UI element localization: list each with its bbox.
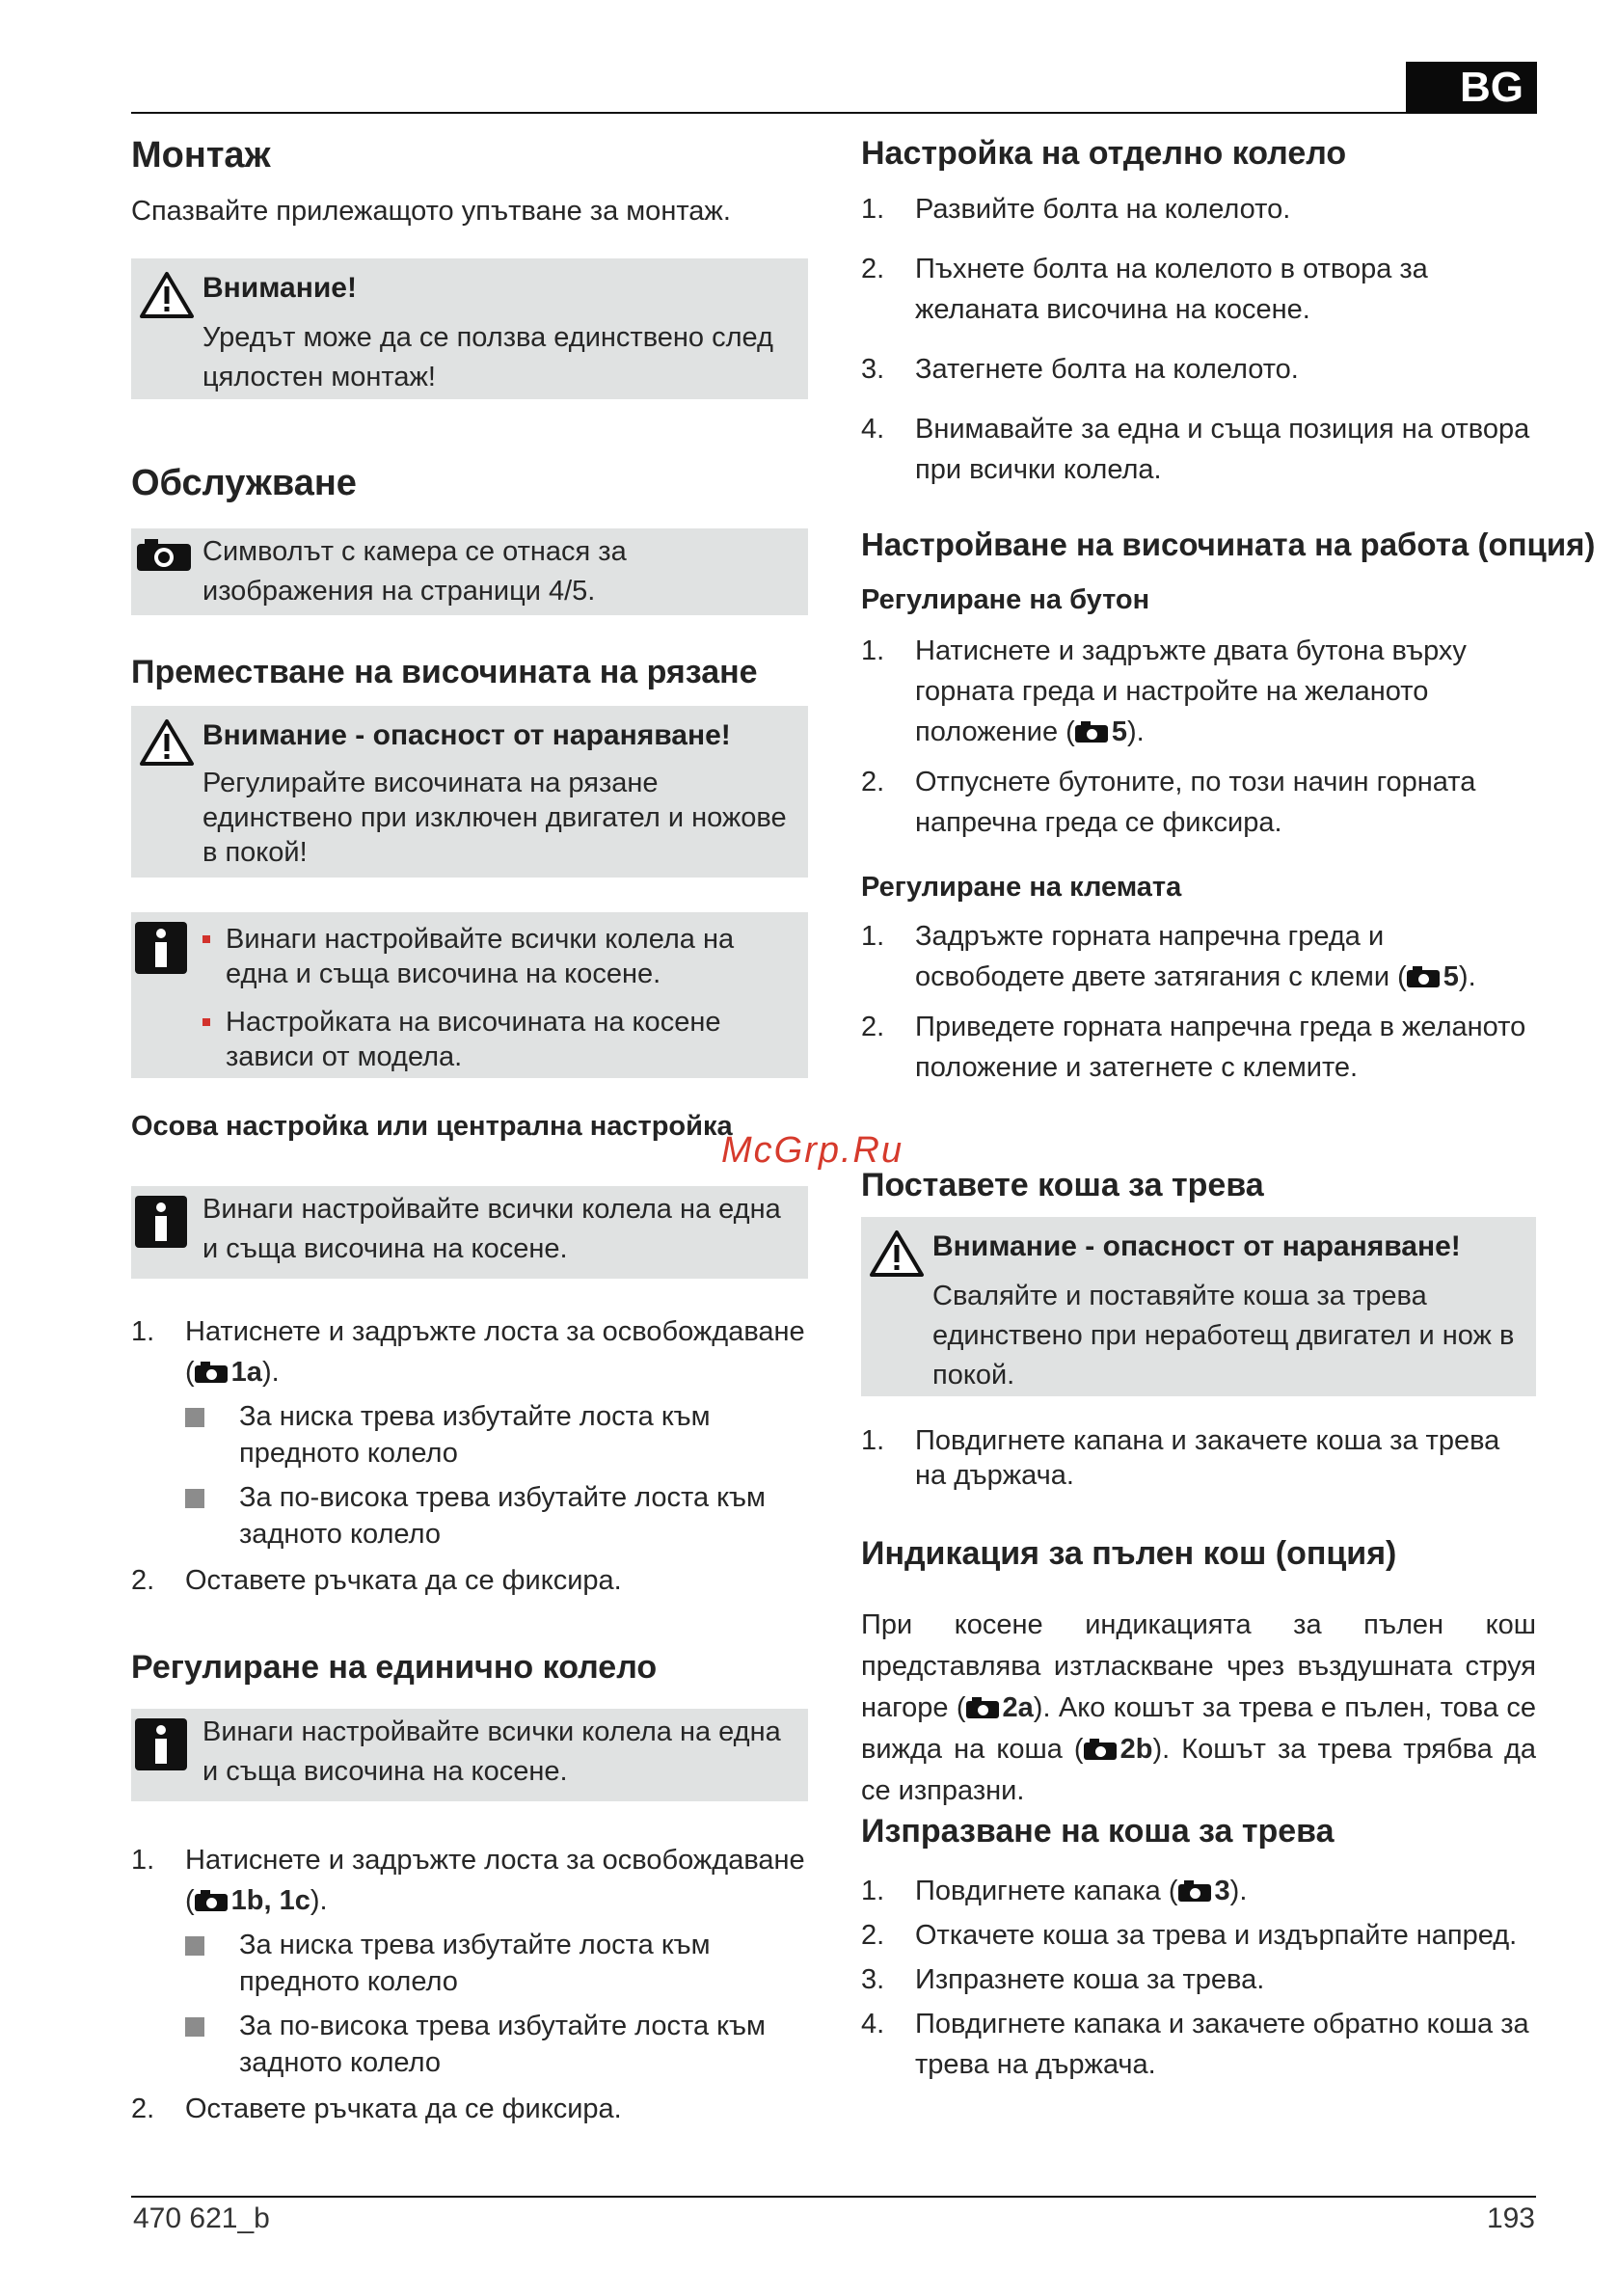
warning-icon xyxy=(139,270,195,320)
grass-bag-warning-box xyxy=(861,1217,1536,1396)
list-item: За по-висока трева избутайте лоста към задното колело xyxy=(185,1479,808,1553)
empty-bag-title: Изпразване на коша за трева xyxy=(861,1813,1335,1850)
bullet-icon xyxy=(185,1489,204,1508)
list-item: 2. Откачете коша за трева и издърпайте напред. xyxy=(861,1920,1518,1951)
grass-bag-title: Поставете коша за трева xyxy=(861,1167,1264,1203)
page-number: 193 xyxy=(1486,2202,1535,2234)
grass-bag-warning-text: Сваляйте и поставяйте коша за трева единствено при неработещ двигател и нож в покой. xyxy=(932,1281,1515,1391)
camera-icon xyxy=(966,1697,999,1718)
doc-code: 470 621_b xyxy=(133,2202,270,2234)
camera-icon xyxy=(1084,1739,1117,1760)
list-item: 1. Повдигнете капака ( 3). xyxy=(861,1876,1248,1906)
list-item: За ниска трева избутайте лоста към предното колело xyxy=(185,1398,808,1472)
grass-bag-warning-title: Внимание - опасност от нараняване! xyxy=(932,1230,1461,1262)
cut-height-warning-title: Внимание - опасност от нараняване! xyxy=(202,719,731,751)
list-item: 1. Задръжте горната напречна греда и освободете двете затягания с клеми ( 5). xyxy=(861,921,1476,992)
service-title: Обслужване xyxy=(131,463,357,503)
info-icon xyxy=(135,1718,187,1770)
working-height-title: Настройване на височината на работа (опция) xyxy=(861,527,1596,562)
list-item: 2. Оставете ръчката да се фиксира. xyxy=(131,2093,622,2124)
bullet-icon xyxy=(202,935,210,943)
camera-icon xyxy=(195,1890,228,1911)
camera-note-text: Символът с камера се отнася за изображения на страници 4/5. xyxy=(202,536,627,607)
list-item: 2. Отпуснете бутоните, по този начин горната напречна греда се фиксира. xyxy=(861,767,1476,838)
montage-warning-title: Внимание! xyxy=(202,272,357,304)
axle-info-box xyxy=(131,1186,808,1279)
individual-wheel-title: Настройка на отделно колело xyxy=(861,135,1347,172)
bullet-icon xyxy=(185,2017,204,2037)
list-item: 1. Натиснете и задръжте двата бутона върху горната греда и настройте на желаното положение ( 5). xyxy=(861,635,1467,747)
warning-icon xyxy=(869,1229,925,1279)
individual-wheel-steps xyxy=(861,189,1536,490)
list-item: 4. Внимавайте за една и съща позиция на отвора при всички колела. xyxy=(861,414,1530,485)
single-wheel-info-box xyxy=(131,1709,808,1801)
axle-title: Осова настройка или централна настройка xyxy=(131,1111,733,1142)
clamp-adjust-title: Регулиране на клемата xyxy=(861,872,1182,903)
list-item: 1. Натиснете и задръжте лоста за освобождаване ( 1a). За ниска трева избутайте лоста към предното колело За по-висока трева избутайте лоста към задното колело xyxy=(131,1311,808,1553)
bullet-icon xyxy=(185,1936,204,1956)
list-item: За ниска трева избутайте лоста към предното колело xyxy=(185,1927,808,2000)
warning-icon xyxy=(139,717,195,768)
cut-height-title: Преместване на височината на рязане xyxy=(131,654,758,690)
info-icon xyxy=(135,1196,187,1248)
camera-icon xyxy=(195,1362,228,1383)
list-item: Винаги настройвайте всички колела на една и съща височина на косене. xyxy=(202,922,796,991)
camera-icon xyxy=(1075,721,1108,743)
list-item: Настройката на височината на косене зависи от модела. xyxy=(202,1005,796,1074)
full-indicator-title: Индикация за пълен кош (опция) xyxy=(861,1535,1397,1572)
axle-info-text: Винаги настройвайте всички колела на една и съща височина на косене. xyxy=(202,1194,781,1264)
info-icon xyxy=(135,922,187,974)
list-item: 2. Оставете ръчката да се фиксира. xyxy=(131,1565,622,1596)
camera-icon xyxy=(1178,1880,1211,1902)
empty-bag-steps xyxy=(861,1871,1536,2085)
list-item: 2. Пъхнете болта на колелото в отвора за желаната височина на косене. xyxy=(861,254,1428,325)
list-item: 1. Повдигнете капана и закачете коша за трева на държача. xyxy=(861,1425,1500,1491)
list-item: 3. Затегнете болта на колелото. xyxy=(861,354,1299,385)
montage-title: Монтаж xyxy=(131,135,271,176)
cut-height-warning-text: Регулирайте височината на рязане единствено при изключен двигател и ножове в покой! xyxy=(202,768,787,868)
single-wheel-steps xyxy=(131,1840,808,2129)
grass-bag-steps xyxy=(861,1423,1536,1493)
camera-note-box xyxy=(131,528,808,615)
camera-icon xyxy=(135,538,193,573)
single-wheel-title: Регулиране на единично колело xyxy=(131,1649,658,1686)
header-rule xyxy=(131,112,1536,114)
axle-substeps xyxy=(185,1398,808,1553)
list-item: 1. Развийте болта на колелото. xyxy=(861,194,1291,225)
cut-height-info-box xyxy=(131,912,808,1078)
clamp-adjust-steps xyxy=(861,916,1536,1088)
montage-warning-box xyxy=(131,258,808,399)
axle-steps xyxy=(131,1311,808,1601)
footer-rule xyxy=(131,2196,1536,2198)
list-item: 3. Изпразнете коша за трева. xyxy=(861,1964,1265,1995)
montage-text: Спазвайте прилежащото упътване за монтаж. xyxy=(131,196,731,227)
cut-height-warning-box xyxy=(131,706,808,878)
cut-height-info-list xyxy=(202,922,796,1088)
list-item: За по-висока трева избутайте лоста към задното колело xyxy=(185,2008,808,2081)
single-wheel-info-text: Винаги настройвайте всички колела на една и съща височина на косене. xyxy=(202,1716,781,1787)
button-adjust-title: Регулиране на бутон xyxy=(861,584,1150,615)
single-wheel-substeps xyxy=(185,1927,808,2081)
list-item: 2. Приведете горната напречна греда в желаното положение и затегнете с клемите. xyxy=(861,1012,1526,1083)
camera-icon xyxy=(1407,966,1440,987)
button-adjust-steps xyxy=(861,631,1536,843)
montage-warning-text: Уредът може да се ползва единствено след цялостен монтаж! xyxy=(202,322,773,392)
watermark: McGrp.Ru xyxy=(721,1130,904,1171)
list-item: 4. Повдигнете капака и закачете обратно коша за трева на държача. xyxy=(861,2009,1529,2080)
bullet-icon xyxy=(202,1018,210,1026)
bullet-icon xyxy=(185,1408,204,1427)
language-badge: BG xyxy=(1406,62,1537,114)
list-item: 1. Натиснете и задръжте лоста за освобождаване ( 1b, 1c). За ниска трева избутайте лоста към предното колело За по-висока трева избутайте лоста към задното колело xyxy=(131,1840,808,2081)
full-indicator-text: При косене индикацията за пълен кош представлява изтласкване чрез въздушната струя нагоре ( 2a). Ако кошът за трева е пълен, това се вижда на коша ( 2b). Кошът за трева трябва да се изпразни. xyxy=(861,1609,1537,1806)
